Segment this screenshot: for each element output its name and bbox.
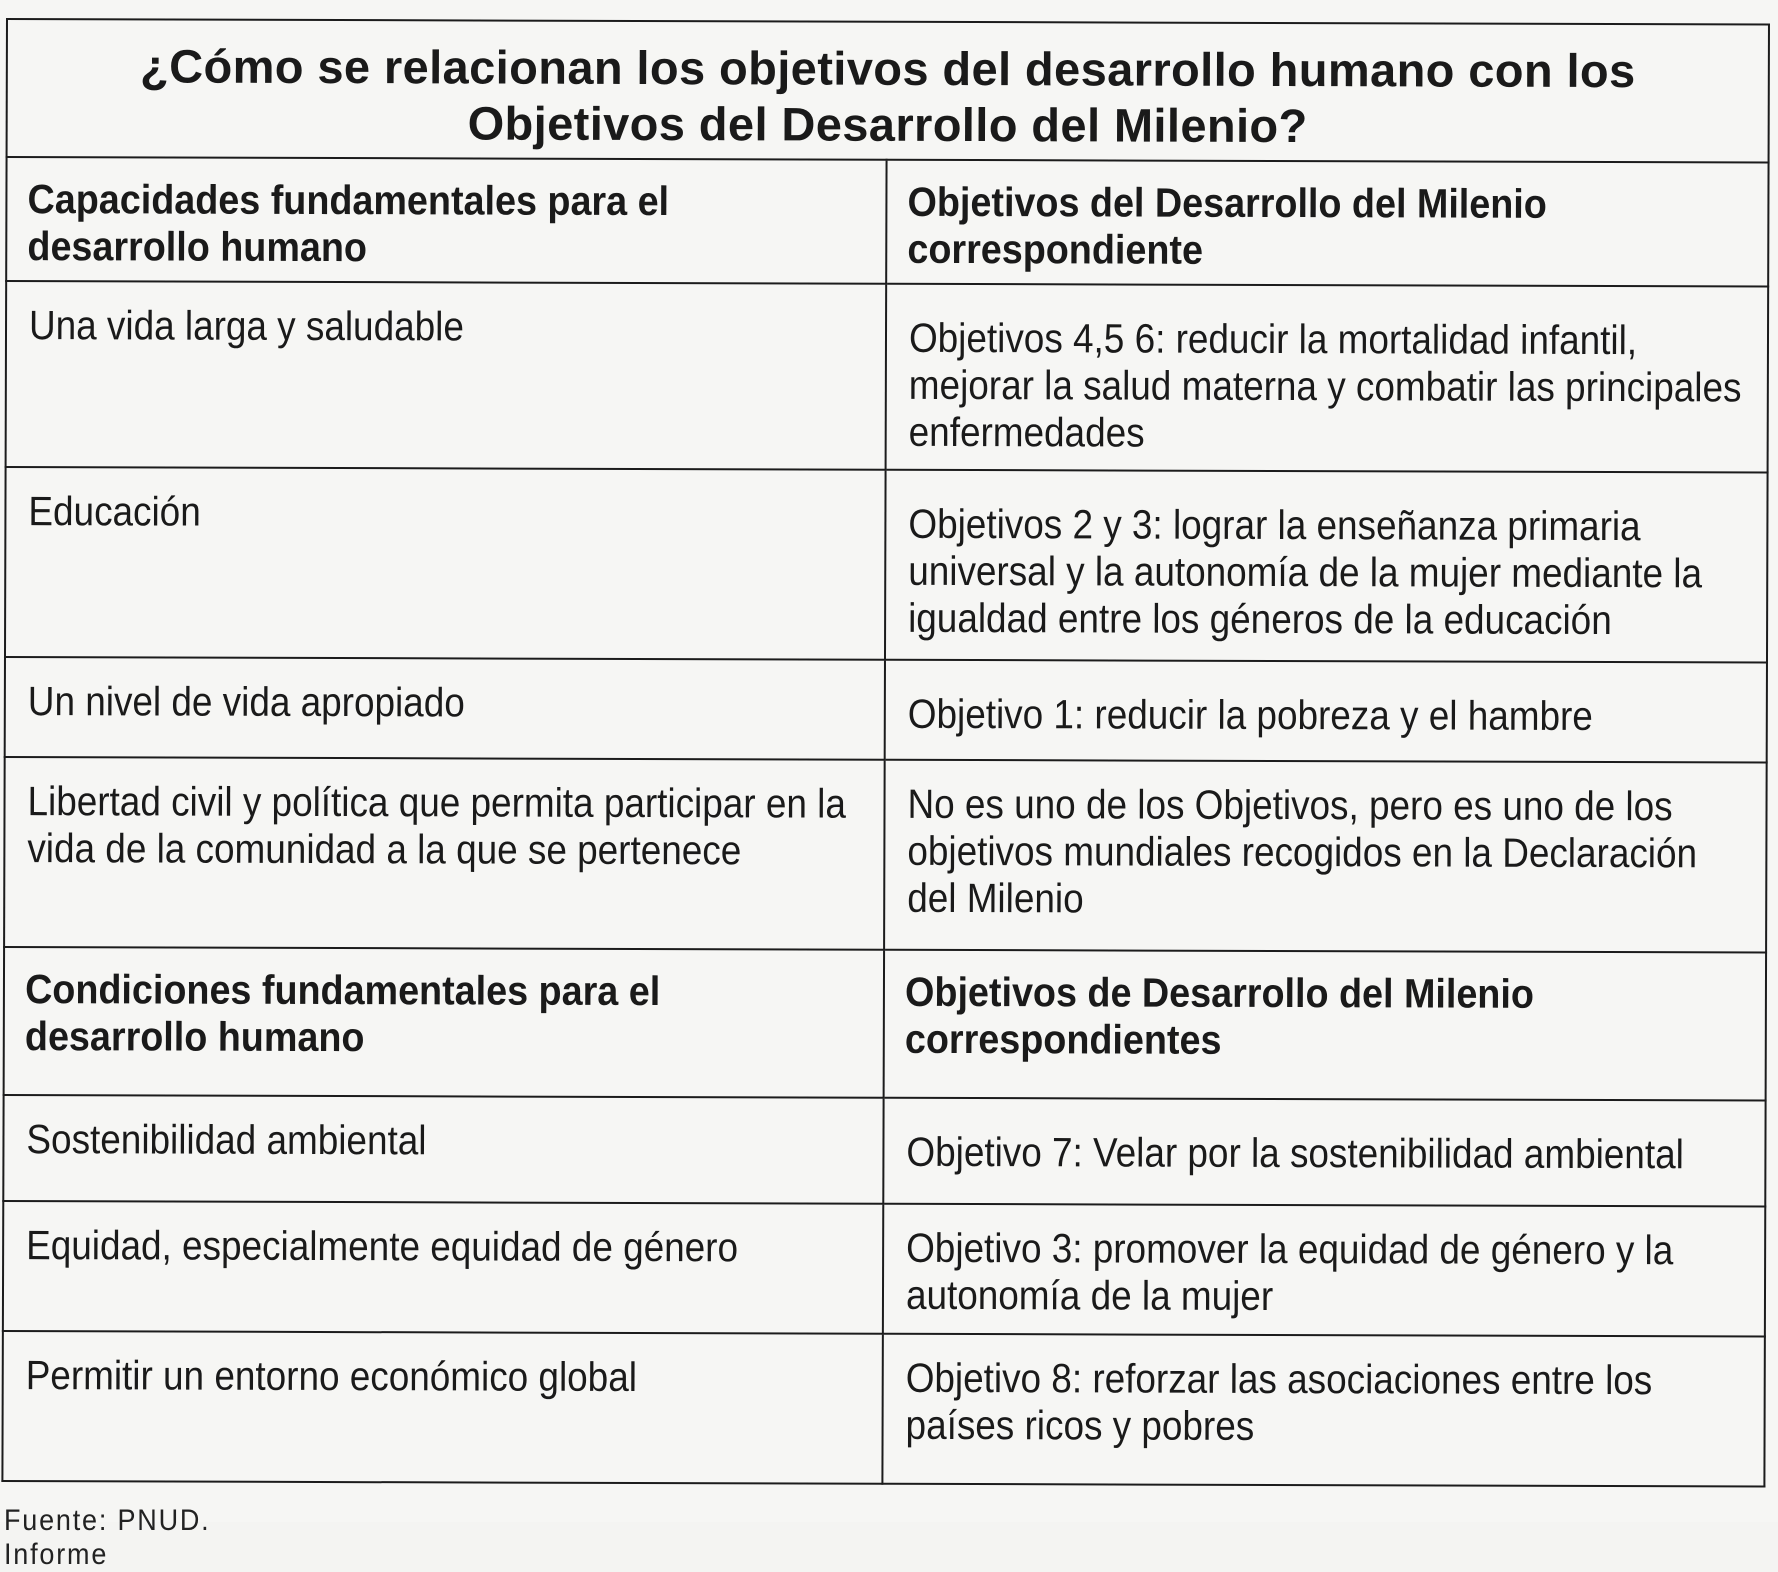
section-1-header-row — [6, 157, 1768, 287]
row-4-objective-text: No es uno de los Objetivos, pero es uno de los objetivos mundiales recogidos en la Declaración del Milenio — [907, 780, 1698, 922]
row-1-capacity-text: Una vida larga y saludable — [28, 302, 464, 350]
table-row — [6, 281, 1769, 473]
source-footnote-text: Fuente: PNUD. Informe — [4, 1504, 211, 1571]
section-2-left-header — [4, 947, 814, 1098]
row-2-capacity — [5, 467, 886, 660]
row-7-condition — [2, 1331, 882, 1484]
table-row — [5, 657, 1767, 763]
table-title-row — [7, 19, 1769, 163]
row-5-objective — [883, 1098, 1765, 1207]
row-4-capacity — [4, 757, 885, 950]
row-5-objective-text: Objetivo 7: Velar por la sostenibilidad ambiental — [906, 1128, 1684, 1178]
table-row — [3, 1201, 1765, 1337]
row-2-objective — [885, 470, 1768, 663]
row-3-capacity — [5, 657, 885, 760]
row-1-objective-text: Objetivos 4,5 6: reducir la mortalidad infantil, mejorar la salud materna y combatir las principales enfermedades — [908, 314, 1742, 456]
section-2-right-header — [884, 950, 1696, 1101]
section-1-right-header-text: Objetivos del Desarrollo del Milenio correspondiente — [907, 178, 1547, 273]
section-2-right-header-text: Objetivos de Desarrollo del Milenio correspondientes — [904, 968, 1534, 1063]
row-4-capacity-text: Libertad civil y política que permita participar en la vida de la comunidad a la que se pertenece — [27, 778, 846, 874]
row-3-capacity-text: Un nivel de vida apropiado — [27, 678, 465, 726]
odm-comparison-table — [1, 18, 1770, 1488]
table-row — [5, 467, 1768, 663]
row-6-condition — [3, 1201, 883, 1334]
row-2-objective-text: Objetivos 2 y 3: lograr la enseñanza primaria universal y la autonomía de la mujer mediante la igualdad entre los géneros de la educación — [908, 500, 1703, 644]
section-1-left-header — [6, 157, 816, 284]
table-title-line-2: Objetivos del Desarrollo del Milenio? — [467, 96, 1308, 153]
row-4-objective — [884, 760, 1767, 953]
row-6-objective-text: Objetivo 3: promover la equidad de género y la autonomía de la mujer — [905, 1224, 1674, 1319]
row-6-condition-text: Equidad, especialmente equidad de género — [26, 1222, 739, 1271]
row-3-objective-text: Objetivo 1: reducir la pobreza y el hambre — [907, 690, 1593, 739]
row-5-condition-text: Sostenibilidad ambiental — [26, 1116, 427, 1164]
source-footnote-cropped — [0, 1500, 300, 1571]
section-2-header-row — [4, 947, 1766, 1101]
table-row — [4, 757, 1767, 953]
row-5-condition — [3, 1095, 883, 1204]
row-1-objective — [886, 284, 1769, 473]
row-7-objective — [882, 1334, 1764, 1487]
row-6-objective — [883, 1204, 1765, 1337]
table-title-line-1: ¿Cómo se relacionan los objetivos del desarrollo humano con los — [139, 39, 1636, 98]
row-7-condition-text: Permitir un entorno económico global — [25, 1352, 638, 1400]
row-1-capacity — [6, 281, 887, 470]
table-row — [3, 1095, 1765, 1207]
section-1-left-header-text: Capacidades fundamentales para el desarrollo humano — [27, 176, 670, 271]
row-3-objective — [885, 660, 1767, 763]
table-row — [2, 1331, 1764, 1487]
section-2-left-header-text: Condiciones fundamentales para el desarrollo humano — [24, 966, 661, 1061]
section-1-right-header — [886, 160, 1698, 287]
row-2-capacity-text: Educación — [28, 488, 201, 535]
row-7-objective-text: Objetivo 8: reforzar las asociaciones entre los países ricos y pobres — [905, 1354, 1653, 1449]
table-title — [7, 19, 1769, 163]
